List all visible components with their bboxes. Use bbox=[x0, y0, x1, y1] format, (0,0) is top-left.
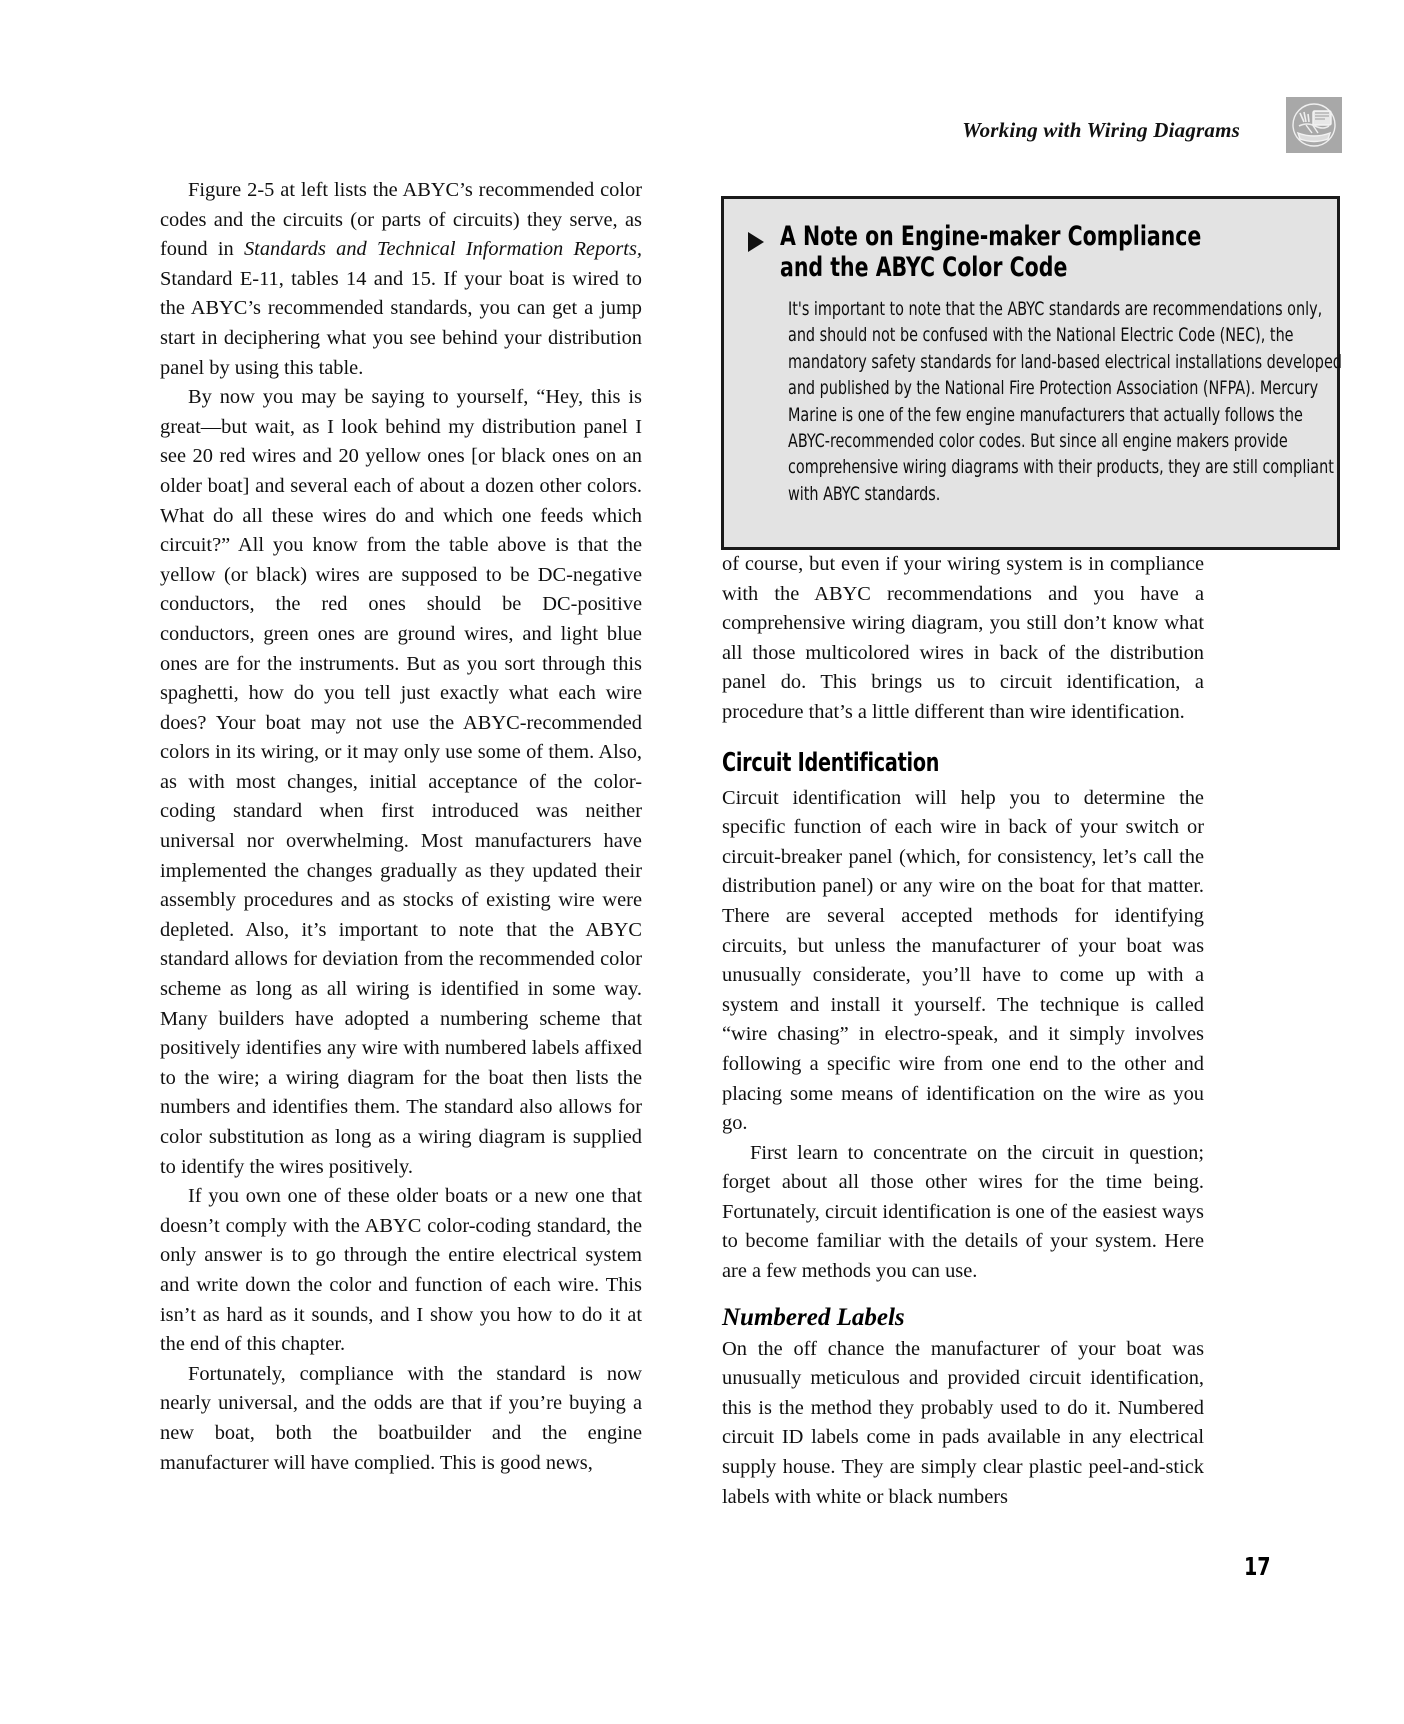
paragraph: Fortunately, compliance with the standard is now nearly universal, and the odds are that if you’re buying a new boat, both the boatbuilder and the engine manufacturer will have complied. This is good news, bbox=[160, 1362, 642, 1474]
left-text-column bbox=[160, 176, 642, 1478]
page-number: 17 bbox=[1244, 1552, 1271, 1581]
note-box-body: It's important to note that the ABYC standards are recommendations only, and should not be confused with the National Electric Code (NEC), the mandatory safety standards for land-based electrical installations developed and published by the National Fire Protection Association (NFPA). Mercury Marine is one of the few engine manufacturers that actually follows the ABYC-recommended color codes. But since all engine makers provide comprehensive wiring diagrams with their products, they are still compliant with ABYC standards. bbox=[788, 299, 1342, 505]
note-box bbox=[721, 196, 1340, 550]
paragraph: Figure 2-5 at left lists the ABYC’s recommended color codes and the circuits (or parts of circuits) they serve, as found in Standards and Technical Information Reports, Standard E-11, tables 14 and 15. If your boat is wired to the ABYC’s recommended standards, you can get a jump start in deciphering what you see behind your distribution panel by using this table. bbox=[160, 179, 642, 379]
paragraph: of course, but even if your wiring system is in compliance with the ABYC recommendations and you have a comprehensive wiring diagram, you still don’t know what all those multicolored wires in back of the distribution panel do. This brings us to circuit identification, a procedure that’s a little different than wire identification. bbox=[722, 553, 1204, 723]
paragraph: First learn to concentrate on the circuit in question; forget about all those other wires for the time being. Fortunately, circuit identification is one of the easiest ways to become familiar with the details of your system. Here are a few methods you can use. bbox=[722, 1141, 1204, 1283]
paragraph: On the off chance the manufacturer of your boat was unusually meticulous and provided circuit identification, this is the method they probably used to do it. Numbered circuit ID labels come in pads available in any electrical supply house. They are simply clear plastic peel-and-stick labels with white or black numbers bbox=[722, 1337, 1204, 1508]
running-head: Working with Wiring Diagrams bbox=[962, 118, 1240, 142]
paragraph: If you own one of these older boats or a new one that doesn’t comply with the ABYC color-coding standard, the only answer is to go through the entire electrical system and write down the color and function of each wire. This isn’t as hard as it sounds, and I show you how to do it at the end of this chapter. bbox=[160, 1185, 642, 1356]
note-box-title: A Note on Engine-maker Compliance and the ABYC Color Code bbox=[780, 221, 1202, 283]
paragraph: By now you may be saying to yourself, “Hey, this is great—but wait, as I look behind my distribution panel I see 20 red wires and 20 yellow ones [or black ones on an older boat] and several each of about a dozen other colors. What do all these wires do and which one feeds which circuit?” All you know from the table above is that the yellow (or black) wires are supposed to be DC-negative conductors, the red ones should be DC-positive conductors, green ones are ground wires, and light blue ones are for the instruments. But as you sort through this spaghetti, how do you tell just exactly what each wire does? Your boat may not use the ABYC-recommended colors in its wiring, or it may only use some of them. Also, as with most changes, initial acceptance of the color-coding standard when first introduced was neither universal nor overwhelming. Most manufacturers have implemented the changes gradually as they updated their assembly procedures and as stocks of existing wire were depleted. Also, it’s important to note that the ABYC standard allows for deviation from the recommended color scheme as long as all wiring is identified in some way. Many builders have adopted a numbering scheme that positively identifies any wire with numbered labels affixed to the wire; a wiring diagram for the boat then lists the numbers and identifies them. The standard also allows for color substitution as long as a wiring diagram is supplied to identify the wires positively. bbox=[160, 386, 642, 1178]
toolbox-icon bbox=[1286, 97, 1342, 153]
right-text-column bbox=[722, 550, 1204, 1512]
triangle-right-icon bbox=[748, 232, 764, 252]
note-box-header bbox=[748, 221, 1307, 283]
subsection-heading-numbered-labels: Numbered Labels bbox=[722, 1303, 905, 1331]
section-heading-circuit-identification: Circuit Identification bbox=[722, 747, 940, 778]
paragraph: Circuit identification will help you to determine the specific function of each wire in back of your switch or circuit-breaker panel (which, for consistency, let’s call the distribution panel) or any wire on the boat for that matter. There are several accepted methods for identifying circuits, but unless the manufacturer of your boat was unusually considerate, you’ll have to come up with a system and install it yourself. The technique is called “wire chasing” in electro-speak, and it simply involves following a specific wire from one end to the other and placing some means of identification on the wire as you go. bbox=[722, 786, 1204, 1135]
